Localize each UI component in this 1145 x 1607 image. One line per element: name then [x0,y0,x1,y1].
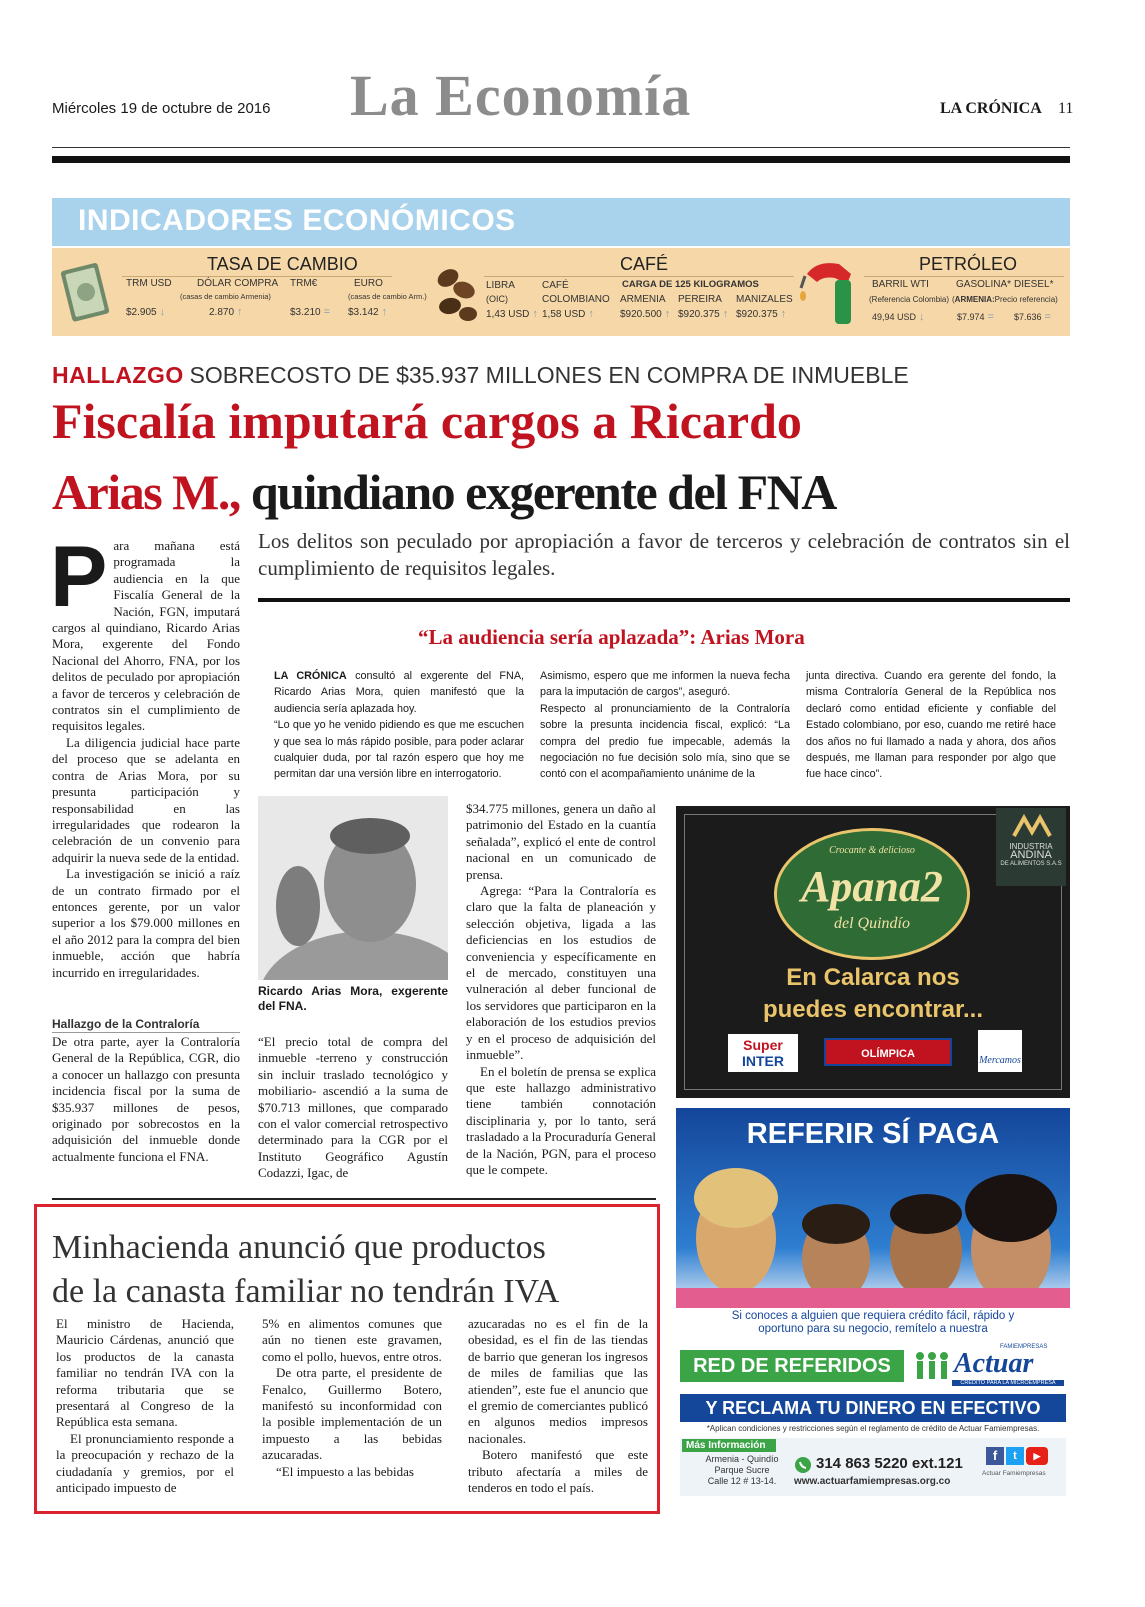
ad-apana2 [676,806,1070,1098]
sidebar-col-3: junta directiva. Cuando era gerente del fondo, la misma Contraloría General de la República nos declaró como entidad eficiente y confiable del Estado colombiano, por eso, cuando me retiré hace dos años no fui llamado a nada y ahora, dos años después, me llaman para responder por algo que fue hace cinco”. [806,670,1056,781]
colombiano-label-1: CAFÉ [542,280,569,291]
story2-col-2: 5% en alimentos comunes que aún no tienen este gravamen, como el pollo, huevos, entre otros. De otra parte, el presidente de Fenalco, Guillermo Botero, manifestó su inconformidad con la posible implementación de un impuesto a las bebidas azucaradas. “El impuesto a las bebidas [262,1316,442,1479]
story2-headline: Minhacienda anunció que productos de la canasta familiar no tendrán IVA [52,1229,560,1310]
headline-line-2: Arias M., quindiano exgerente del FNA [52,464,836,520]
main-col-1b: De otra parte, ayer la Contraloría General de la República, CGR, dio a conocer un hallazgo con presunta incidencia fiscal por la suma de $35.937 millones de pesos, originado por sobrecostos en la adquisición del inmueble donde actualmente funciona el FNA. [52,1034,240,1164]
actuar-social: Actuar Famiempresas [982,1470,1046,1477]
actuar-conditions: *Aplican condiciones y restricciones según el reglamento de crédito de Actuar Famiempresas. [706,1424,1040,1433]
actuar-phone: 314 863 5220 ext.121 [816,1455,963,1472]
apana2-logo [774,828,970,960]
header-rule-thick [52,156,1070,163]
logo-olimpica: OLÍMPICA [824,1038,952,1066]
dolar-sub: (casas de cambio Armenia) [180,292,271,301]
libra-value: 1,43 USD ↑ [486,308,538,320]
kicker: HALLAZGO SOBRECOSTO DE $35.937 MILLONES EN COMPRA DE INMUEBLE [52,362,909,388]
trm-value: $2.905 ↓ [126,306,166,318]
trend-up-icon: ↑ [532,308,538,320]
main-col-2: “El precio total de compra del inmueble -terreno y construcción sin incluir traslado tecnológico y mobiliario- ascendió a la suma de $70.713 millones, que comparado con el valor comercial retrospectivo determinado para la CGR por el Instituto Geográfico Agustín Codazzi, Igac, de [258,1034,448,1181]
corner-line-3: DE ALIMENTOS S.A.S [1000,861,1062,867]
actuar-brand: Actuar [954,1348,1034,1379]
ad-corner-logo [996,808,1066,886]
tasa-title: TASA DE CAMBIO [207,254,358,274]
trme-value: $3.210 = [290,306,331,318]
actuar-info-label: Más Información [682,1439,776,1452]
header-rule-thin [52,147,1070,148]
col1-p2: La diligencia judicial hace parte del proceso que se adelanta en contra de Arias Mora, por su presunta participación y responsabilidad en las irregularidades que rodearon la celebración de un convenio para adquirir la nueva sede de la entidad. [52,734,240,865]
portrait-photo [258,796,448,980]
trend-equal-icon: = [1044,311,1051,323]
apana2-brand-top: Crocante & delicioso [829,845,915,856]
wti-label: BARRIL WTI [872,279,929,290]
actuar-text: Si conoces a alguien que requiera crédito fácil, rápido y oportuno para su negocio, remítelo a nuestra [731,1310,1015,1335]
main-col-3: $34.775 millones, genera un daño al patrimonio del Estado en la cuantía señalada”, explicó el ente de control nacional en un comunicado de prensa. Agrega: “Para la Contraloría es claro que la falta de planeación y selección objetiva, ligada a las deficiencias en los estudios de conveniencia y específicamente en el de mercado, constituyen una vulneración al deber funcional de los servidores que participaron en la elaboración de los estudios previos y en el proceso de adquisición del inmueble”. En el boletín de prensa se explica que este hallazgo administrativo tiene también connotación disciplinaria y, por lo tanto, será trasladado a la Procuraduría General de la Nación, PGN, para el proceso que le compete. [466,801,656,1177]
diesel-label: DIESEL* [1014,279,1054,290]
tasa-rule [122,276,392,277]
corner-line-2: ANDINA [1010,849,1052,861]
trend-equal-icon: = [323,306,331,318]
colombiano-value: 1,58 USD ↑ [542,308,594,320]
indicators-title: INDICADORES ECONÓMICOS [78,204,516,237]
armenia-label: ARMENIA [620,294,666,305]
manizales-label: MANIZALES [736,294,793,305]
actuar-brand-top: FAMIEMPRESAS [1000,1344,1048,1350]
euro-label: EURO [354,278,383,289]
dolar-value: 2.870 ↑ [209,306,243,318]
petroleo-rule [864,276,1064,277]
apana2-brand-sub: del Quindío [834,915,910,932]
corner-line-1: INDUSTRIA [1009,842,1053,851]
colombiano-label-2: COLOMBIANO [542,294,610,305]
coffee-beans-icon [430,256,482,326]
pereira-label: PEREIRA [678,294,722,305]
wti-sub: (Referencia Colombia) [869,295,950,304]
actuar-title: REFERIR SÍ PAGA [746,1118,1000,1150]
trend-up-icon: ↑ [722,308,729,320]
issue-date: Miércoles 19 de octubre de 2016 [52,100,271,117]
indicators-banner [52,198,1070,246]
actuar-logo [912,1344,1066,1388]
armenia-ref: (ARMENIA:Precio referencia) [952,295,1058,304]
trend-up-icon: ↑ [381,306,388,318]
libra-label: LIBRA [486,280,515,291]
whatsapp-icon [794,1456,812,1474]
col1-p3: La investigación se inició a raíz de un contrato firmado por el entonces gerente, por un valor superior a los $79.000 millones en el año 2012 para la compra del bien inmueble, acción que habría incurrido en irregularidades. [52,866,240,980]
actuar-red-referidos: RED DE REFERIDOS [680,1350,904,1382]
story-deck: Los delitos son peculado por apropiación a favor de terceros y celebración de contratos sin el cumplimiento de requisitos legales. [258,529,1070,580]
trend-up-icon: ↑ [237,306,243,318]
cafe-rule [484,276,794,277]
trend-equal-icon: = [987,311,994,323]
gasolina-label: GASOLINA* [956,279,1012,290]
apana2-brand: Apana2 [801,862,943,911]
euro-value: $3.142 ↑ [348,306,388,318]
trend-up-icon: ↑ [780,308,787,320]
trend-down-icon: ↓ [159,306,166,318]
drop-cap: P [50,529,108,625]
story2-col-3: azucaradas no es el fin de la obesidad, es el fin de las tiendas de barrio que generan los ingresos de miles de familias que las atienden”, este fue el anuncio que el gremio de comerciantes publicó en algunos medios impresos nacionales. Botero manifestó que este tributo afectaría a miles de tenderos en todo el país. [468,1316,648,1496]
sidebar-col-1: LA CRÓNICA consultó al exgerente del FNA, Ricardo Arias Mora, quien manifestó que la audiencia sería aplazada hoy. “Lo que yo he venido pidiendo es que me escuchen y que sea lo más rápido posible, para poder aclarar cualquier duda, por tal razón espero que hoy me permitan dar una versión libre en interrogatorio. [274,670,525,781]
libra-sub: (OIC) [486,294,508,304]
diesel-value: $7.636 = [1014,311,1051,323]
subhead-contraloria: Hallazgo de la Contraloría [52,1017,200,1031]
wti-value: 49,94 USD ↓ [872,311,925,323]
photo-ricardo-arias [258,796,448,980]
fuel-nozzle-icon [797,252,861,330]
page-number: 11 [1058,100,1074,117]
section-title: La Economía [350,63,692,128]
headline-line-1: Fiscalía imputará cargos a Ricardo [52,393,802,449]
euro-sub: (casas de cambio Arm.) [348,292,427,301]
trm-label: TRM USD [126,278,172,289]
story2-top-rule [52,1198,656,1200]
main-col-1 [50,529,240,981]
trend-up-icon: ↑ [588,308,594,320]
sidebar-col-2: Asimismo, espero que me informen la nueva fecha para la imputación de cargos”, aseguró. Respecto al pronunciamiento de la Contraloría sobre la presunta incidencia fiscal, explicó: “La compra del predio fue impecable, además la negociación no fue decisión solo mía, sino que se contó con el acompañamiento unánime de la [540,670,790,781]
industria-andina-logo-icon [1012,814,1052,838]
people-whispering-photo [676,1158,1070,1308]
carga-label: CARGA DE 125 KILOGRAMOS [622,279,759,290]
logo-superinter: Super INTER [728,1034,798,1072]
dollar-bill-icon [60,256,112,326]
dolar-label: DÓLAR COMPRA [197,278,279,289]
gasolina-value: $7.974 = [957,311,994,323]
indicators-panel [52,248,1070,336]
ad-actuar [676,1108,1070,1500]
trend-up-icon: ↑ [664,308,671,320]
people-group-icon [912,1350,952,1382]
manizales-value: $920.375 ↑ [736,308,787,320]
actuar-brand-sub: CRÉDITO PARA LA MICROEMPRESA [952,1380,1064,1386]
subhead-rule [52,1032,240,1033]
apana2-message: En Calarca nos puedes encontrar... [762,964,984,1023]
actuar-claim: Y RECLAMA TU DINERO EN EFECTIVO [680,1394,1066,1422]
trme-label: TRM€ [290,278,318,289]
logo-mercamos: Mercamos [978,1030,1022,1072]
newspaper-name: LA CRÓNICA [940,100,1042,117]
photo-caption: Ricardo Arias Mora, exgerente del FNA. [258,984,448,1013]
story2-col-1: El ministro de Hacienda, Mauricio Cárdenas, anunció que los productos de la canasta familiar no tendrán IVA con la reforma tributaria que se presentará al Congreso de la República esta semana. El pronunciamiento responde a la preocupación y rechazo de la ciudadanía y gremios, por el anticipado impuesto de [56,1316,234,1496]
actuar-web: www.actuarfamiempresas.org.co [794,1476,951,1487]
sidebar-title: “La audiencia sería aplazada”: Arias Mora [418,625,805,649]
cafe-title: CAFÉ [620,254,669,274]
pereira-value: $920.375 ↑ [678,308,729,320]
col1-p1: ara mañana está programada la audiencia en la que Fiscalía General de la Nación, FGN, imputará cargos al quindiano, Ricardo Arias Mora, exgerente del Fondo Nacional del Ahorro, FNA, por los delitos de peculado por apropiación a favor de terceros y celebración de contratos sin el cumplimiento de requisitos legales. [52,538,240,734]
twitter-icon: t [1006,1447,1024,1465]
facebook-icon: f [986,1447,1004,1465]
trend-down-icon: ↓ [919,311,925,323]
deck-rule [258,598,1070,602]
youtube-icon: ▶ [1026,1447,1048,1465]
actuar-address: Armenia - Quindío Parque Sucre Calle 12 # 13-14. [705,1454,779,1486]
petroleo-title: PETRÓLEO [919,254,1018,274]
armenia-value: $920.500 ↑ [620,308,671,320]
